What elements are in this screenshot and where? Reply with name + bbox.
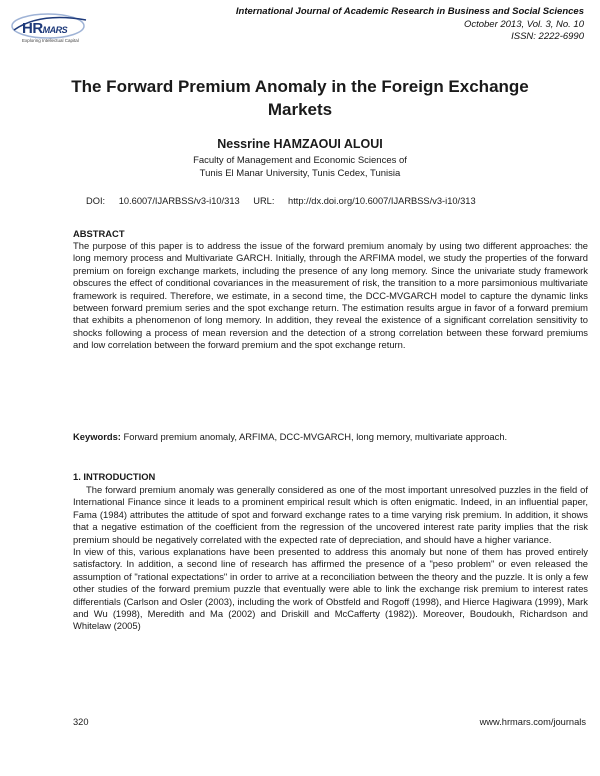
page-number: 320 — [73, 717, 89, 727]
journal-name: International Journal of Academic Research in Business and Social Sciences — [235, 6, 584, 17]
abstract-heading: ABSTRACT — [73, 228, 125, 239]
abstract-text: The purpose of this paper is to address the issue of the forward premium anomaly by using two different approaches: the long memory process and Multivariate GARCH. Initially, through the ARFIMA model, we study the properties of the forward premium on foreign exchange markets, including the presence of any long memory. Since the univariate study framework obscures the effect of conditional covariances in the measurement of risk, the transition to a more parsimonious multivariate framework is required. Therefore, we estimate, in a second time, the DCC-MVGARCH model to capture the dynamic links between forward premium series and the spot exchange return. The estimation results argue in favor of a forward premium that exhibits a phenomenon of long memory. In addition, they reveal the existence of a significant correlation sensitivity to shocks following a process of mean reversion and the detection of a strong correlation between these forward premiums and low correlation between the forward premium and the spot exchange return. — [73, 240, 588, 351]
journal-issue: October 2013, Vol. 3, No. 10 — [463, 18, 584, 30]
doi-value[interactable]: 10.6007/IJARBSS/v3-i10/313 — [118, 196, 240, 206]
title-line-2: Markets — [267, 100, 333, 119]
doi-line — [86, 196, 486, 206]
author-name: Nessrine HAMZAOUI ALOUI — [217, 137, 383, 151]
introduction-heading: 1. INTRODUCTION — [73, 471, 156, 482]
introduction-paragraph-2: In view of this, various explanations have been presented to address this anomaly but none of them has proved entirely satisfactory. In addition, a second line of research has affirmed the presence of a "peso problem" or even released the assumption of "rational expectations" in order to arrive at a reconciliation between the theory and the puzzle. It is only a few other studies of the forward premium puzzle that eventually were able to link the exchange risk premium to interest rates differentials (Carlson and Osler (2003), including the work of Obstfeld and Rogoff (1998), and Hierce Hagiwara (1999), Mark and Wu (1998), Meredith and Ma (2002) and Driskill and McCafferty (1982)). Moreover, Boudoukh, Richardson and Whitelaw (2005) — [73, 546, 588, 632]
keywords — [73, 431, 588, 443]
affiliation-line-1: Faculty of Management and Economic Sciences of — [193, 155, 407, 166]
introduction-body — [73, 484, 588, 633]
keywords-text: Forward premium anomaly, ARFIMA, DCC-MVGARCH, long memory, multivariate approach. — [120, 431, 508, 442]
doi-label: DOI: — [86, 196, 106, 206]
author-affiliation — [0, 154, 600, 180]
introduction-paragraph-1: The forward premium anomaly was generally considered as one of the most important unresolved puzzles in the field of International Finance since it leads to a prominent empirical result which is often enigmatic. Indeed, in an influential paper, Fama (1984) attributes the attitude of spot and forward exchange rates to a time varying risk premium. In addition, it shows that a negative estimation of the coefficient from the regression of the uncovered interest rate parity implies that the risk premium should be negatively correlated with the expected rate of depreciation, and should have a higher variance. — [73, 484, 588, 545]
logo-tagline: Exploring Intellectual Capital — [22, 38, 79, 43]
footer-website-link[interactable]: www.hrmars.com/journals — [479, 717, 586, 727]
paper-title — [40, 75, 560, 121]
logo-wordmark: HRMARS — [22, 20, 68, 37]
affiliation-line-2: Tunis El Manar University, Tunis Cedex, Tunisia — [199, 168, 401, 179]
keywords-label: Keywords: — [73, 431, 121, 442]
hrmars-logo — [10, 8, 94, 44]
journal-issn: ISSN: 2222-6990 — [511, 31, 584, 42]
title-line-1: The Forward Premium Anomaly in the Foreign Exchange — [71, 77, 529, 96]
url-label: URL: — [253, 196, 275, 206]
journal-header — [236, 6, 584, 44]
url-link[interactable]: http://dx.doi.org/10.6007/IJARBSS/v3-i10/313 — [288, 196, 476, 206]
